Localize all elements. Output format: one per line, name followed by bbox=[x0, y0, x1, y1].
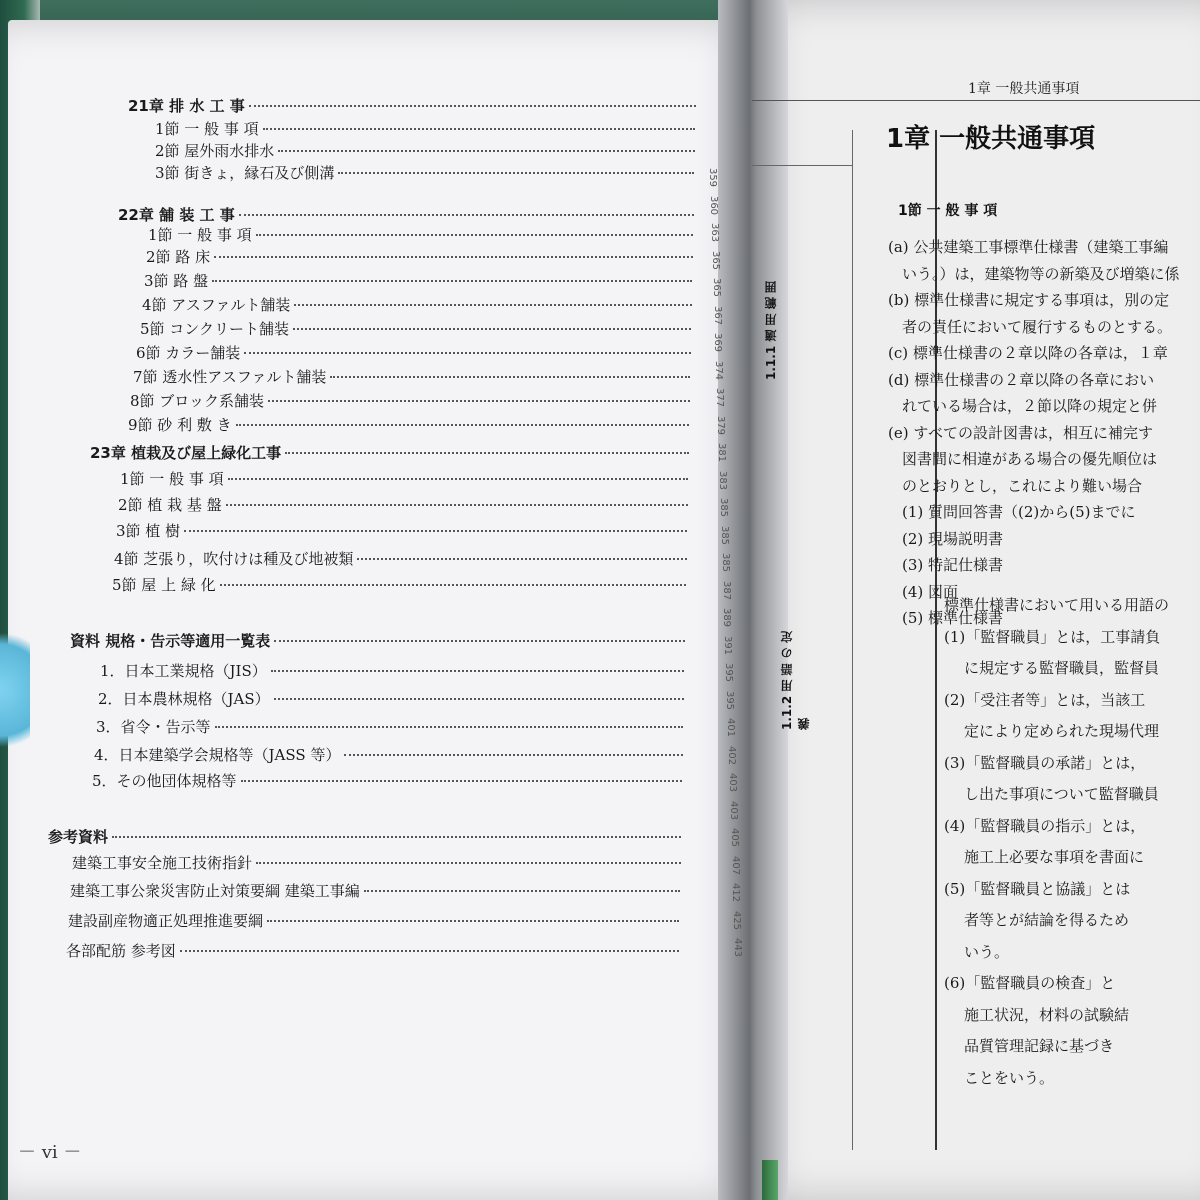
toc-label: 4．日本建築学会規格等（JASS 等） bbox=[94, 746, 341, 764]
body-line: (d) 標準仕様書の２章以降の各章におい bbox=[888, 370, 1155, 389]
page-number: 395 bbox=[723, 662, 735, 683]
toc-entry bbox=[118, 494, 688, 515]
left-page bbox=[8, 20, 760, 1200]
toc-label: 4節 芝張り，吹付けは種及び地被類 bbox=[114, 550, 354, 568]
page-number: 403 bbox=[726, 772, 738, 793]
toc-label: 5節 屋 上 緑 化 bbox=[112, 576, 216, 594]
toc-leader bbox=[256, 233, 693, 236]
toc-entry bbox=[146, 246, 693, 267]
toc-chapter bbox=[90, 442, 689, 463]
toc-entry bbox=[112, 574, 686, 595]
page-footer: － vi － bbox=[18, 1142, 82, 1163]
toc-leader bbox=[344, 753, 682, 756]
toc-label: 1節 一 般 事 項 bbox=[155, 120, 259, 138]
toc-leader bbox=[285, 451, 689, 454]
body-line: (b) 標準仕様書に規定する事項は，別の定 bbox=[888, 291, 1170, 309]
toc-chapter bbox=[70, 630, 685, 651]
toc-chapter bbox=[128, 95, 696, 116]
toc-entry bbox=[94, 744, 683, 765]
toc-label: 4節 アスファルト舗装 bbox=[142, 296, 291, 314]
toc-label: 各部配筋 参考図 bbox=[66, 942, 176, 960]
toc-leader bbox=[274, 639, 685, 642]
toc-leader bbox=[330, 375, 690, 378]
toc-label: 3節 路 盤 bbox=[144, 272, 209, 290]
body-line: (1) 質問回答書（(2)から(5)までに bbox=[902, 503, 1136, 521]
body-line: のとおりとし，これにより難い場合 bbox=[902, 476, 1143, 495]
body-line: 者等とが結論を得るため bbox=[964, 911, 1130, 929]
margin-top-rule bbox=[752, 165, 852, 166]
page-number: 395 bbox=[724, 690, 736, 710]
toc-leader bbox=[244, 351, 690, 354]
toc-leader bbox=[357, 557, 686, 560]
toc-entry bbox=[72, 852, 681, 873]
toc-entry bbox=[155, 140, 695, 161]
toc-leader bbox=[364, 889, 680, 892]
page-number: 379 bbox=[715, 415, 727, 435]
toc-entry bbox=[136, 342, 691, 363]
page-number: 359 bbox=[707, 167, 719, 188]
toc-label: 建築工事公衆災害防止対策要綱 建築工事編 bbox=[70, 882, 360, 900]
page-number: 402 bbox=[725, 745, 737, 765]
page-number: 387 bbox=[720, 580, 732, 600]
body-line: (4) 図面 bbox=[902, 582, 959, 601]
body-line: 品質管理記録に基づき bbox=[964, 1037, 1115, 1055]
body-line: (2)「受注者等」とは，当該工 bbox=[944, 690, 1146, 709]
toc-label: 1．日本工業規格（JIS） bbox=[100, 662, 267, 680]
toc-label: 22章 舗 装 工 事 bbox=[118, 206, 235, 224]
toc-entry bbox=[130, 390, 690, 411]
toc-label: 資料 規格・告示等適用一覧表 bbox=[70, 632, 271, 650]
page-number: 363 bbox=[708, 222, 720, 243]
toc-entry bbox=[96, 716, 683, 737]
toc-label: 2．日本農林規格（JAS） bbox=[98, 690, 270, 708]
toc-leader bbox=[228, 477, 689, 480]
page-number: 374 bbox=[713, 360, 725, 380]
page-number: 360 bbox=[707, 195, 719, 215]
section-title: 1節 一 般 事 項 bbox=[898, 203, 998, 219]
body-line: れている場合は，２節以降の規定と併 bbox=[902, 397, 1158, 415]
body-line: (2) 現場説明書 bbox=[902, 529, 1004, 548]
toc-entry bbox=[116, 520, 687, 541]
toc-leader bbox=[236, 423, 690, 426]
body-line: 施工上必要な事項を書面に bbox=[964, 848, 1145, 866]
page-number: 401 bbox=[725, 717, 737, 738]
toc-leader bbox=[214, 255, 693, 258]
page-number: 385 bbox=[718, 525, 730, 545]
toc-leader bbox=[241, 779, 683, 782]
page-number: 381 bbox=[716, 442, 728, 463]
page-number: 425 bbox=[731, 910, 743, 930]
bookmark-ribbon bbox=[762, 1160, 778, 1200]
toc-leader bbox=[220, 583, 686, 586]
toc-leader bbox=[239, 213, 694, 216]
body-line: (3)「監督職員の承諾」とは， bbox=[944, 753, 1146, 772]
body-line: (e) すべての設計図書は，相互に補完す bbox=[888, 423, 1154, 442]
body-line: (a) 公共建築工事標準仕様書（建築工事編 bbox=[888, 238, 1169, 256]
toc-leader bbox=[338, 171, 694, 174]
page-number: 407 bbox=[729, 855, 741, 875]
page-number: 385 bbox=[719, 552, 731, 573]
toc-entry bbox=[140, 318, 691, 339]
toc-label: 2節 路 床 bbox=[146, 248, 211, 266]
side-label-definitions: 1.1.2 用 語 の 定 義 bbox=[780, 631, 811, 730]
toc-leader bbox=[274, 697, 684, 700]
body-line: 図書間に相違がある場合の優先順位は bbox=[902, 450, 1158, 468]
page-number: 383 bbox=[716, 470, 728, 490]
toc-entry bbox=[68, 910, 679, 931]
toc-entry bbox=[133, 366, 690, 387]
page-number: 367 bbox=[711, 305, 723, 325]
running-header: 1章 一般共通事項 bbox=[968, 81, 1080, 97]
toc-label: 6節 カラー舗装 bbox=[136, 344, 241, 362]
toc-entry bbox=[155, 118, 695, 139]
toc-label: 3．省令・告示等 bbox=[96, 718, 211, 736]
body-line: いう。 bbox=[964, 942, 1010, 961]
toc-label: 2節 植 栽 基 盤 bbox=[118, 496, 222, 514]
toc-leader bbox=[271, 669, 685, 672]
toc-entry bbox=[155, 162, 694, 183]
chapter-title: 1章 一般共通事項 bbox=[886, 124, 1096, 154]
page-number: 385 bbox=[717, 497, 729, 518]
page-number: 412 bbox=[730, 882, 742, 903]
toc-label: 3節 街きょ，縁石及び側溝 bbox=[155, 164, 335, 182]
toc-leader bbox=[293, 327, 691, 330]
page-number: 377 bbox=[714, 387, 726, 408]
toc-leader bbox=[212, 279, 692, 282]
body-line: (4)「監督職員の指示」とは， bbox=[944, 816, 1146, 835]
body-line: (5) 標準仕様書 bbox=[902, 609, 1004, 627]
page-number: 391 bbox=[722, 635, 734, 655]
toc-entry bbox=[148, 224, 693, 245]
toc-entry bbox=[114, 548, 687, 569]
toc-entry bbox=[92, 770, 682, 791]
body-line: 施工状況，材料の試験結 bbox=[964, 1005, 1130, 1024]
page-number: 405 bbox=[728, 827, 740, 848]
body-line: 標準仕様書において用いる用語の bbox=[944, 596, 1170, 614]
margin-rule bbox=[852, 130, 853, 1150]
body-line: (c) 標準仕様書の２章以降の各章は，１章 bbox=[888, 344, 1168, 362]
toc-label: 7節 透水性アスファルト舗装 bbox=[133, 368, 327, 386]
toc-chapter bbox=[118, 204, 694, 225]
toc-leader bbox=[112, 835, 681, 838]
toc-entry bbox=[98, 688, 684, 709]
toc-label: 1節 一 般 事 項 bbox=[148, 226, 252, 244]
page-number: 443 bbox=[732, 937, 744, 958]
body-line: (3) 特記仕様書 bbox=[902, 556, 1004, 574]
toc-leader bbox=[294, 303, 691, 306]
toc-label: 建築工事安全施工技術指針 bbox=[72, 854, 253, 872]
toc-chapter bbox=[48, 826, 681, 847]
toc-leader bbox=[278, 149, 694, 152]
toc-entry bbox=[100, 660, 684, 681]
side-label-scope: 1.1.1 適 用 範 囲 bbox=[764, 281, 778, 380]
toc-leader bbox=[268, 399, 690, 402]
page-number: 365 bbox=[709, 250, 721, 270]
toc-label: 21章 排 水 工 事 bbox=[128, 97, 245, 115]
toc-entry bbox=[120, 468, 688, 489]
toc-label: 5節 コンクリート舗装 bbox=[140, 320, 290, 338]
toc-leader bbox=[180, 949, 679, 952]
blue-object bbox=[0, 620, 30, 760]
body-line: に規定する監督職員，監督員 bbox=[964, 659, 1160, 677]
toc-leader bbox=[267, 919, 679, 922]
toc-label: 建設副産物適正処理推進要綱 bbox=[68, 912, 264, 930]
page-number: 389 bbox=[721, 607, 733, 628]
body-line: いう。）は，建築物等の新築及び増築に係 bbox=[902, 264, 1180, 283]
toc-leader bbox=[263, 127, 696, 130]
toc-label: 3節 植 樹 bbox=[116, 522, 181, 540]
body-line: (5)「監督職員と協議」とは bbox=[944, 879, 1131, 898]
toc-leader bbox=[184, 529, 687, 532]
toc-label: 2節 屋外雨水排水 bbox=[155, 142, 275, 160]
toc-entry bbox=[144, 270, 692, 291]
toc-label: 1節 一 般 事 項 bbox=[120, 470, 224, 488]
page-number: 403 bbox=[727, 800, 739, 820]
toc-label: 23章 植栽及び屋上緑化工事 bbox=[90, 444, 282, 462]
toc-leader bbox=[215, 725, 684, 728]
page-number: 365 bbox=[710, 277, 722, 298]
page-number: 369 bbox=[712, 332, 724, 353]
toc-entry bbox=[128, 414, 689, 435]
header-rule bbox=[752, 100, 1200, 101]
toc-entry bbox=[66, 940, 679, 961]
body-line: し出た事項について監督職員 bbox=[964, 785, 1159, 803]
body-line: ことをいう。 bbox=[964, 1068, 1055, 1087]
toc-label: 5．その他団体規格等 bbox=[92, 772, 237, 790]
body-line: 定により定められた現場代理 bbox=[964, 722, 1160, 740]
body-line: 者の責任において履行するものとする。 bbox=[902, 317, 1173, 336]
toc-entry bbox=[142, 294, 692, 315]
body-line: (1)「監督職員」とは，工事請負 bbox=[944, 627, 1161, 646]
toc-entry bbox=[70, 880, 680, 901]
toc-label: 9節 砂 利 敷 き bbox=[128, 416, 232, 434]
toc-leader bbox=[256, 861, 681, 864]
toc-label: 参考資料 bbox=[48, 828, 109, 846]
toc-leader bbox=[226, 503, 688, 506]
toc-label: 8節 ブロック系舗装 bbox=[130, 392, 265, 410]
body-line: (6)「監督職員の検査」と bbox=[944, 974, 1116, 992]
toc-leader bbox=[249, 104, 696, 107]
